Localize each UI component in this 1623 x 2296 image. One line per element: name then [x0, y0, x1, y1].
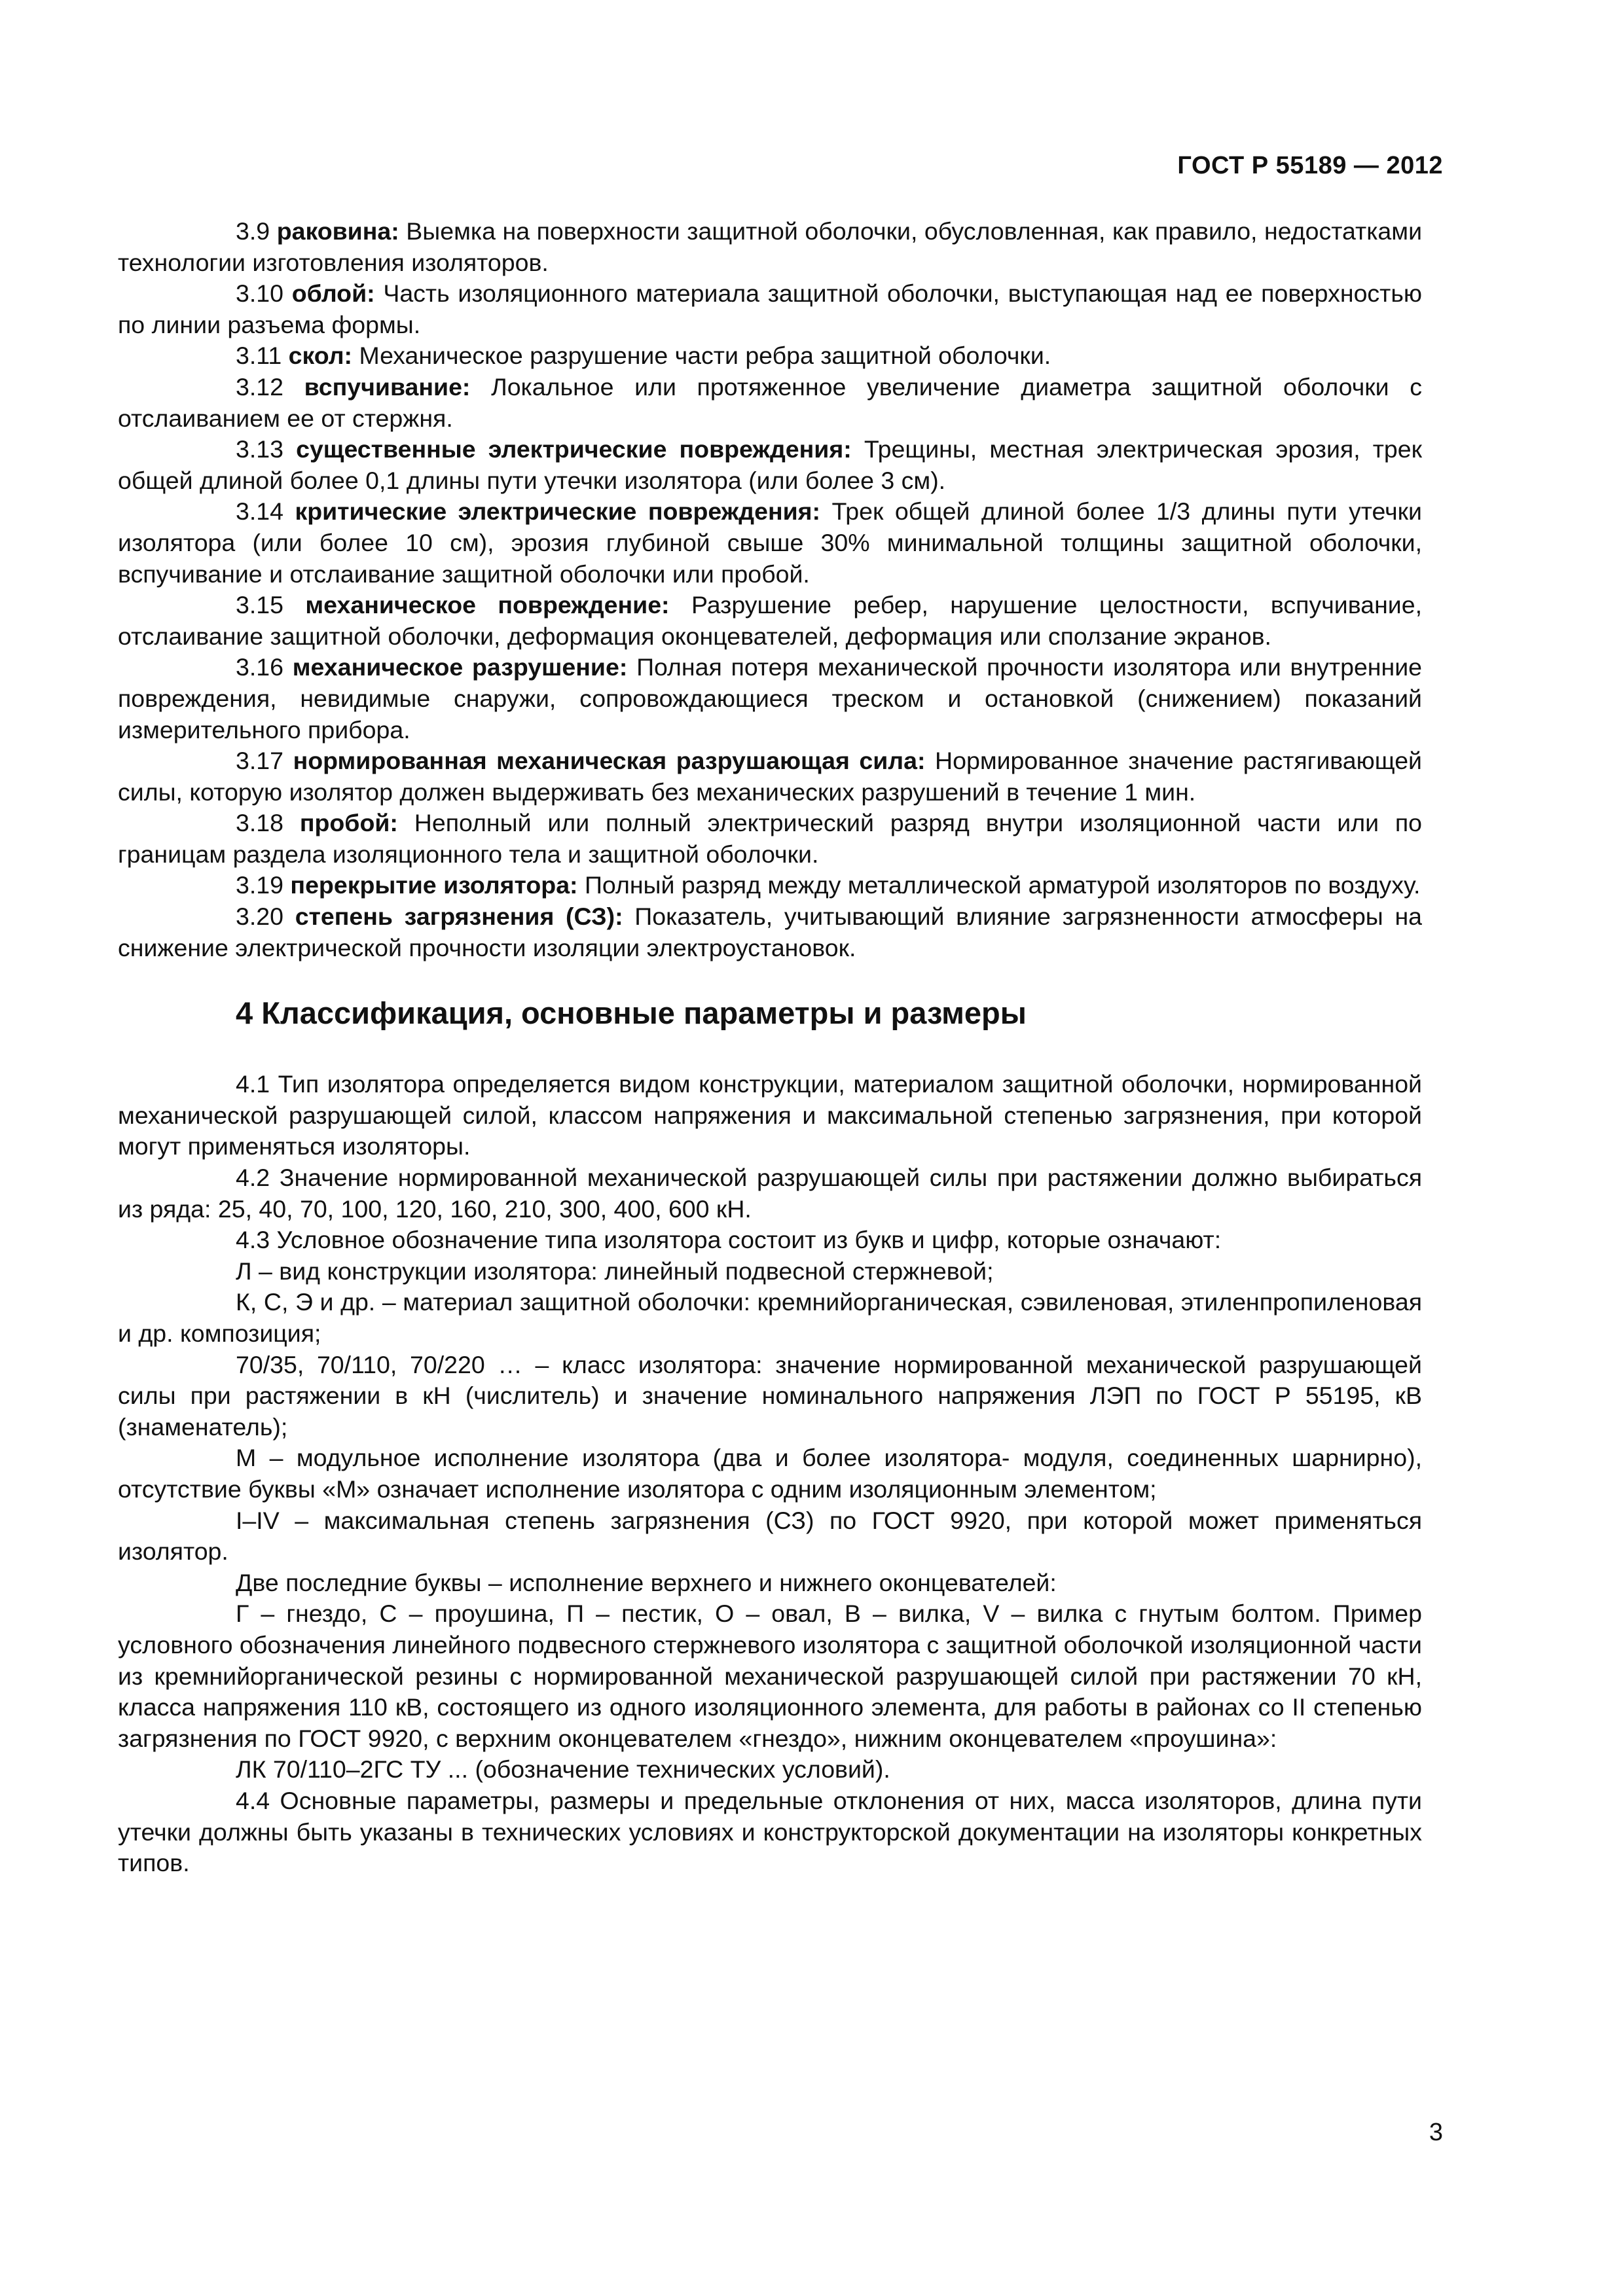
paragraph: 4.4 Основные параметры, размеры и предельные отклонения от них, масса изоляторов, длина пути утечки должны быть указаны в технических условиях и конструкторской документации на изоляторы конкретных типов. — [118, 1786, 1422, 1877]
definition-3-20: 3.20 степень загрязнения (СЗ): Показатель, учитывающий влияние загрязненности атмосферы на снижение электрической прочности изоляции электроустановок. — [118, 903, 1423, 961]
definition-3-16: 3.16 механическое разрушение: Полная потеря механической прочности изолятора или внутренние повреждения, невидимые снаружи, сопровождающиеся треском и остановкой (снижением) показаний измерительного прибора. — [118, 653, 1423, 744]
paragraph: I–IV – максимальная степень загрязнения (СЗ) по ГОСТ 9920, при которой может применяться изолятор. — [118, 1506, 1422, 1566]
definition-3-14: 3.14 критические электрические повреждения: Трек общей длиной более 1/3 длины пути утечки изолятора (или более 10 см), эрозия глубиной свыше 30% минимальной толщины защитной оболочки, вспучивание и отслаивание защитной оболочки или пробой. — [118, 497, 1422, 588]
paragraph: 70/35, 70/110, 70/220 … – класс изолятора: значение нормированной механической разрушающей силы при растяжении в кН (числитель) и значение номинального напряжения ЛЭП по ГОСТ Р 55195, кВ (знаменатель); — [118, 1350, 1422, 1441]
definition-3-12: 3.12 вспучивание: Локальное или протяженное увеличение диаметра защитной оболочки с отслаиванием ее от стержня. — [118, 372, 1423, 432]
paragraph: 4.1 Тип изолятора определяется видом конструкции, материалом защитной оболочки, нормированной механической разрушающей силой, классом напряжения и максимальной степенью загрязнения, при которой могут применяться изоляторы. — [118, 1070, 1422, 1160]
paragraph: 4.2 Значение нормированной механической разрушающей силы при растяжении должно выбираться из ряда: 25, 40, 70, 100, 120, 160, 210, 300, 400, 600 кН. — [118, 1164, 1422, 1223]
paragraph: Л – вид конструкции изолятора: линейный подвесной стержневой; — [236, 1257, 994, 1285]
section-heading: 4 Классификация, основные параметры и размеры — [236, 996, 1027, 1031]
page-content — [118, 216, 1422, 1879]
definition-3-10: 3.10 облой: Часть изоляционного материала защитной оболочки, выступающая над ее поверхностью по линии разъема формы. — [118, 279, 1423, 338]
definition-3-19: 3.19 перекрытие изолятора: Полный разряд между металлической арматурой изоляторов по воздуху. — [236, 871, 1421, 899]
paragraph: 4.3 Условное обозначение типа изолятора состоит из букв и цифр, которые означают: — [236, 1226, 1222, 1254]
definitions-list — [118, 216, 1422, 963]
paragraph: Две последние буквы – исполнение верхнего и нижнего оконцевателей: — [236, 1568, 1057, 1596]
section-4-body — [118, 1069, 1422, 1878]
definition-3-18: 3.18 пробой: Неполный или полный электрический разряд внутри изоляционной части или по границам раздела изоляционного тела и защитной оболочки. — [118, 809, 1423, 868]
paragraph: М – модульное исполнение изолятора (два и более изолятора- модуля, соединенных шарнирно), отсутствие буквы «М» означает исполнение изолятора с одним изоляционным элементом; — [118, 1444, 1422, 1503]
paragraph: К, С, Э и др. – материал защитной оболочки: кремнийорганическая, сэвиленовая, этиленпропиленовая и др. композиция; — [118, 1288, 1422, 1347]
paragraph: Г – гнездо, С – проушина, П – пестик, О – овал, В – вилка, V – вилка с гнутым болтом. Пример условного обозначения линейного подвесного стержневого изолятора с защитной оболочкой изоляционной части из кремнийорганической резины с нормированной механической разрушающей силой при растяжении 70 кН, класса напряжения 110 кВ, состоящего из одного изоляционного элемента, для работы в районах со II степенью загрязнения по ГОСТ 9920, с верхним оконцевателем «гнездо», нижним оконцевателем «проушина»: — [118, 1600, 1422, 1752]
definition-3-15: 3.15 механическое повреждение: Разрушение ребер, нарушение целостности, вспучивание, отслаивание защитной оболочки, деформация оконцевателей, деформация или сползание экранов. — [118, 591, 1423, 650]
document-header: ГОСТ Р 55189 — 2012 — [1177, 152, 1443, 179]
page-number: 3 — [1429, 2119, 1443, 2146]
definition-3-9: 3.9 раковина: Выемка на поверхности защитной оболочки, обусловленная, как правило, недостатками технологии изготовления изоляторов. — [118, 217, 1423, 276]
definition-3-17: 3.17 нормированная механическая разрушающая сила: Нормированное значение растягивающей силы, которую изолятор должен выдерживать без механических разрушений в течение 1 мин. — [118, 747, 1422, 806]
paragraph: ЛК 70/110–2ГС ТУ ... (обозначение технических условий). — [236, 1755, 890, 1784]
definition-3-13: 3.13 существенные электрические повреждения: Трещины, местная электрическая эрозия, трек общей длиной более 0,1 длины пути утечки изолятора (или более 3 см). — [118, 435, 1422, 494]
definition-3-11: 3.11 скол: Механическое разрушение части ребра защитной оболочки. — [236, 342, 1051, 370]
